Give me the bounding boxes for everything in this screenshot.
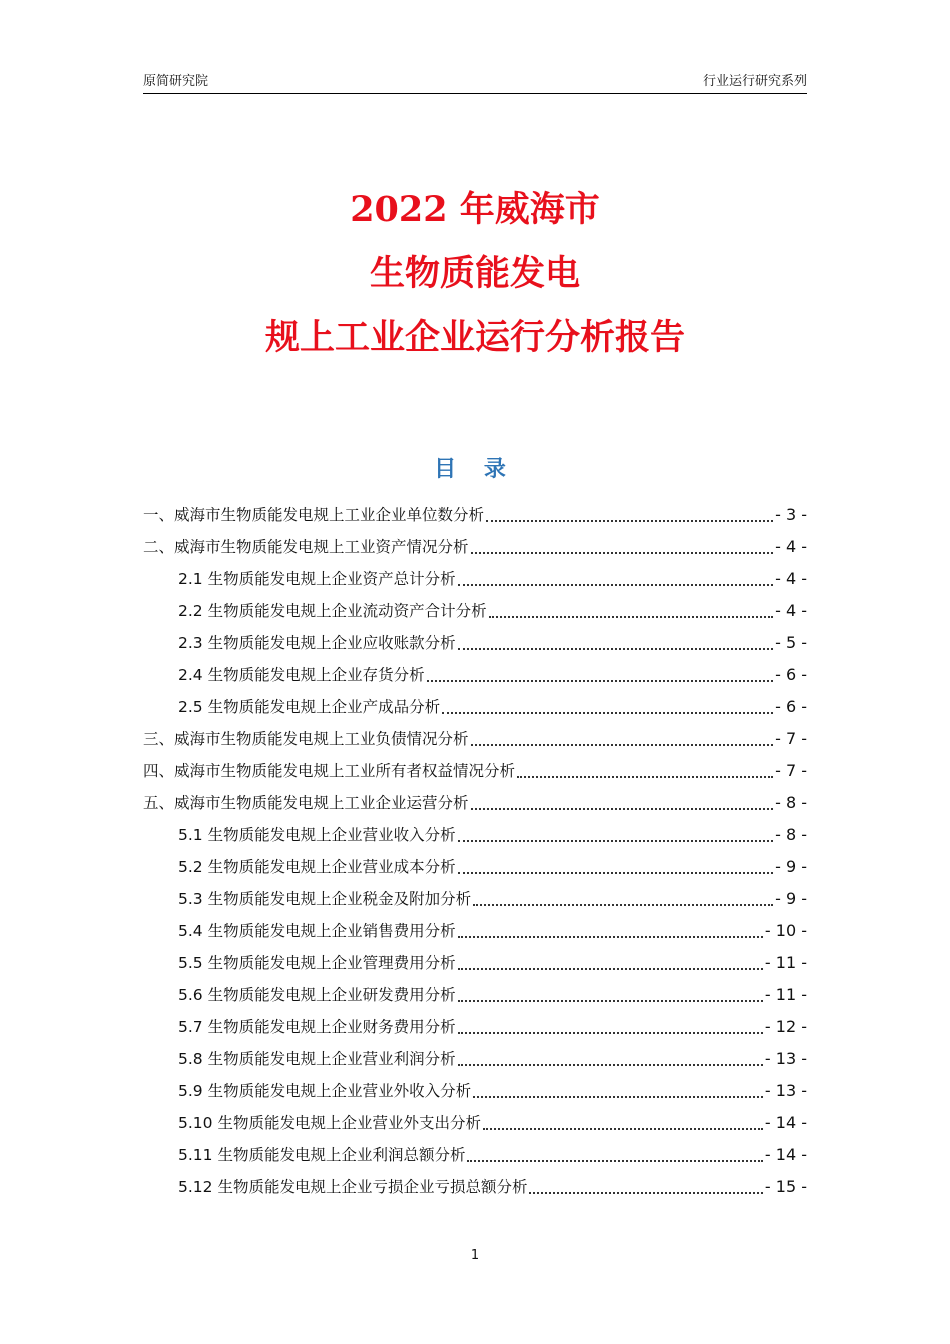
toc-entry-label: 三、威海市生物质能发电规上工业负债情况分析	[143, 730, 469, 748]
toc-entry-label: 5.6 生物质能发电规上企业研发费用分析	[178, 986, 456, 1004]
toc-entry-page: - 13 -	[764, 1080, 807, 1100]
toc-entry-label: 5.11 生物质能发电规上企业利润总额分析	[178, 1146, 466, 1164]
toc-leader-dots	[483, 1128, 763, 1130]
toc-entry-page: - 9 -	[775, 888, 807, 908]
toc-leader-dots	[489, 616, 774, 618]
toc-entry-page: - 4 -	[775, 600, 807, 620]
toc-entry-page: - 7 -	[775, 760, 807, 780]
toc-entry-label: 2.1 生物质能发电规上企业资产总计分析	[178, 570, 456, 588]
toc-leader-dots	[427, 680, 774, 682]
toc-entry[interactable]	[143, 978, 807, 1010]
toc-entry[interactable]	[143, 914, 807, 946]
toc-entry-label: 5.8 生物质能发电规上企业营业利润分析	[178, 1050, 456, 1068]
toc-entry[interactable]	[143, 626, 807, 658]
toc-entry[interactable]	[143, 946, 807, 978]
toc-leader-dots	[458, 584, 774, 586]
toc-entry[interactable]	[143, 1042, 807, 1074]
title-line-2: 生物质能发电	[369, 253, 580, 294]
toc-entry[interactable]	[143, 1074, 807, 1106]
title-line-3: 规上工业企业运行分析报告	[264, 317, 685, 358]
toc-entry[interactable]	[143, 786, 807, 818]
toc-entry-page: - 7 -	[775, 728, 807, 748]
toc-leader-dots	[458, 872, 774, 874]
toc-entry-label: 2.2 生物质能发电规上企业流动资产合计分析	[178, 602, 487, 620]
toc-entry-label: 5.7 生物质能发电规上企业财务费用分析	[178, 1018, 456, 1036]
toc-entry-page: - 4 -	[775, 536, 807, 556]
toc-leader-dots	[458, 1032, 763, 1034]
toc-leader-dots	[473, 1096, 763, 1098]
page-number: 1	[470, 1248, 480, 1263]
toc-entry-label: 5.5 生物质能发电规上企业管理费用分析	[178, 954, 456, 972]
toc-entry-page: - 13 -	[764, 1048, 807, 1068]
toc-entry[interactable]	[143, 754, 807, 786]
toc-entry-label: 2.3 生物质能发电规上企业应收账款分析	[178, 634, 456, 652]
toc-leader-dots	[529, 1192, 762, 1194]
toc-entry[interactable]	[143, 1106, 807, 1138]
toc-entry[interactable]	[143, 530, 807, 562]
toc-leader-dots	[458, 968, 763, 970]
title-line-1: 2022 年威海市	[350, 189, 600, 230]
toc-entry-label: 二、威海市生物质能发电规上工业资产情况分析	[143, 538, 469, 556]
toc-entry-label: 5.9 生物质能发电规上企业营业外收入分析	[178, 1082, 472, 1100]
toc-entry[interactable]	[143, 1170, 807, 1202]
table-of-contents	[143, 498, 807, 1202]
toc-entry-page: - 11 -	[764, 952, 807, 972]
toc-leader-dots	[458, 1000, 763, 1002]
toc-entry-label: 五、威海市生物质能发电规上工业企业运营分析	[143, 794, 469, 812]
toc-leader-dots	[471, 744, 774, 746]
toc-entry-page: - 14 -	[764, 1112, 807, 1132]
toc-entry-page: - 10 -	[764, 920, 807, 940]
toc-entry-label: 2.4 生物质能发电规上企业存货分析	[178, 666, 425, 684]
toc-entry-page: - 8 -	[775, 824, 807, 844]
toc-entry[interactable]	[143, 562, 807, 594]
toc-heading: 目 录	[434, 457, 516, 482]
toc-entry-page: - 8 -	[775, 792, 807, 812]
toc-leader-dots	[471, 808, 774, 810]
toc-entry-page: - 12 -	[764, 1016, 807, 1036]
toc-leader-dots	[486, 520, 773, 522]
toc-entry-page: - 6 -	[775, 696, 807, 716]
toc-entry-page: - 3 -	[775, 504, 807, 524]
header-right-text: 行业运行研究系列	[702, 74, 807, 89]
toc-leader-dots	[471, 552, 774, 554]
toc-entry-page: - 9 -	[775, 856, 807, 876]
toc-leader-dots	[467, 1160, 762, 1162]
toc-entry-label: 5.2 生物质能发电规上企业营业成本分析	[178, 858, 456, 876]
toc-leader-dots	[458, 840, 774, 842]
header-left-text: 原简研究院	[143, 74, 209, 89]
toc-entry[interactable]	[143, 1010, 807, 1042]
toc-entry[interactable]	[143, 690, 807, 722]
toc-entry-page: - 6 -	[775, 664, 807, 684]
toc-entry-label: 5.12 生物质能发电规上企业亏损企业亏损总额分析	[178, 1178, 528, 1196]
toc-entry-page: - 4 -	[775, 568, 807, 588]
toc-entry-page: - 14 -	[764, 1144, 807, 1164]
toc-entry[interactable]	[143, 1138, 807, 1170]
toc-leader-dots	[473, 904, 773, 906]
toc-leader-dots	[517, 776, 773, 778]
toc-entry-label: 2.5 生物质能发电规上企业产成品分析	[178, 698, 441, 716]
toc-entry-label: 5.3 生物质能发电规上企业税金及附加分析	[178, 890, 472, 908]
toc-entry-page: - 11 -	[764, 984, 807, 1004]
toc-leader-dots	[442, 712, 773, 714]
toc-leader-dots	[458, 1064, 763, 1066]
toc-entry-label: 5.4 生物质能发电规上企业销售费用分析	[178, 922, 456, 940]
toc-entry[interactable]	[143, 882, 807, 914]
toc-entry-label: 四、威海市生物质能发电规上工业所有者权益情况分析	[143, 762, 516, 780]
toc-entry-label: 一、威海市生物质能发电规上工业企业单位数分析	[143, 506, 485, 524]
toc-entry-page: - 5 -	[775, 632, 807, 652]
toc-entry[interactable]	[143, 594, 807, 626]
page-header	[143, 67, 807, 94]
report-title	[0, 178, 950, 370]
toc-leader-dots	[458, 648, 774, 650]
toc-entry[interactable]	[143, 498, 807, 530]
toc-entry[interactable]	[143, 722, 807, 754]
toc-entry[interactable]	[143, 818, 807, 850]
toc-entry-label: 5.10 生物质能发电规上企业营业外支出分析	[178, 1114, 481, 1132]
toc-leader-dots	[458, 936, 763, 938]
toc-entry-page: - 15 -	[764, 1176, 807, 1196]
toc-entry[interactable]	[143, 850, 807, 882]
toc-entry[interactable]	[143, 658, 807, 690]
toc-entry-label: 5.1 生物质能发电规上企业营业收入分析	[178, 826, 456, 844]
